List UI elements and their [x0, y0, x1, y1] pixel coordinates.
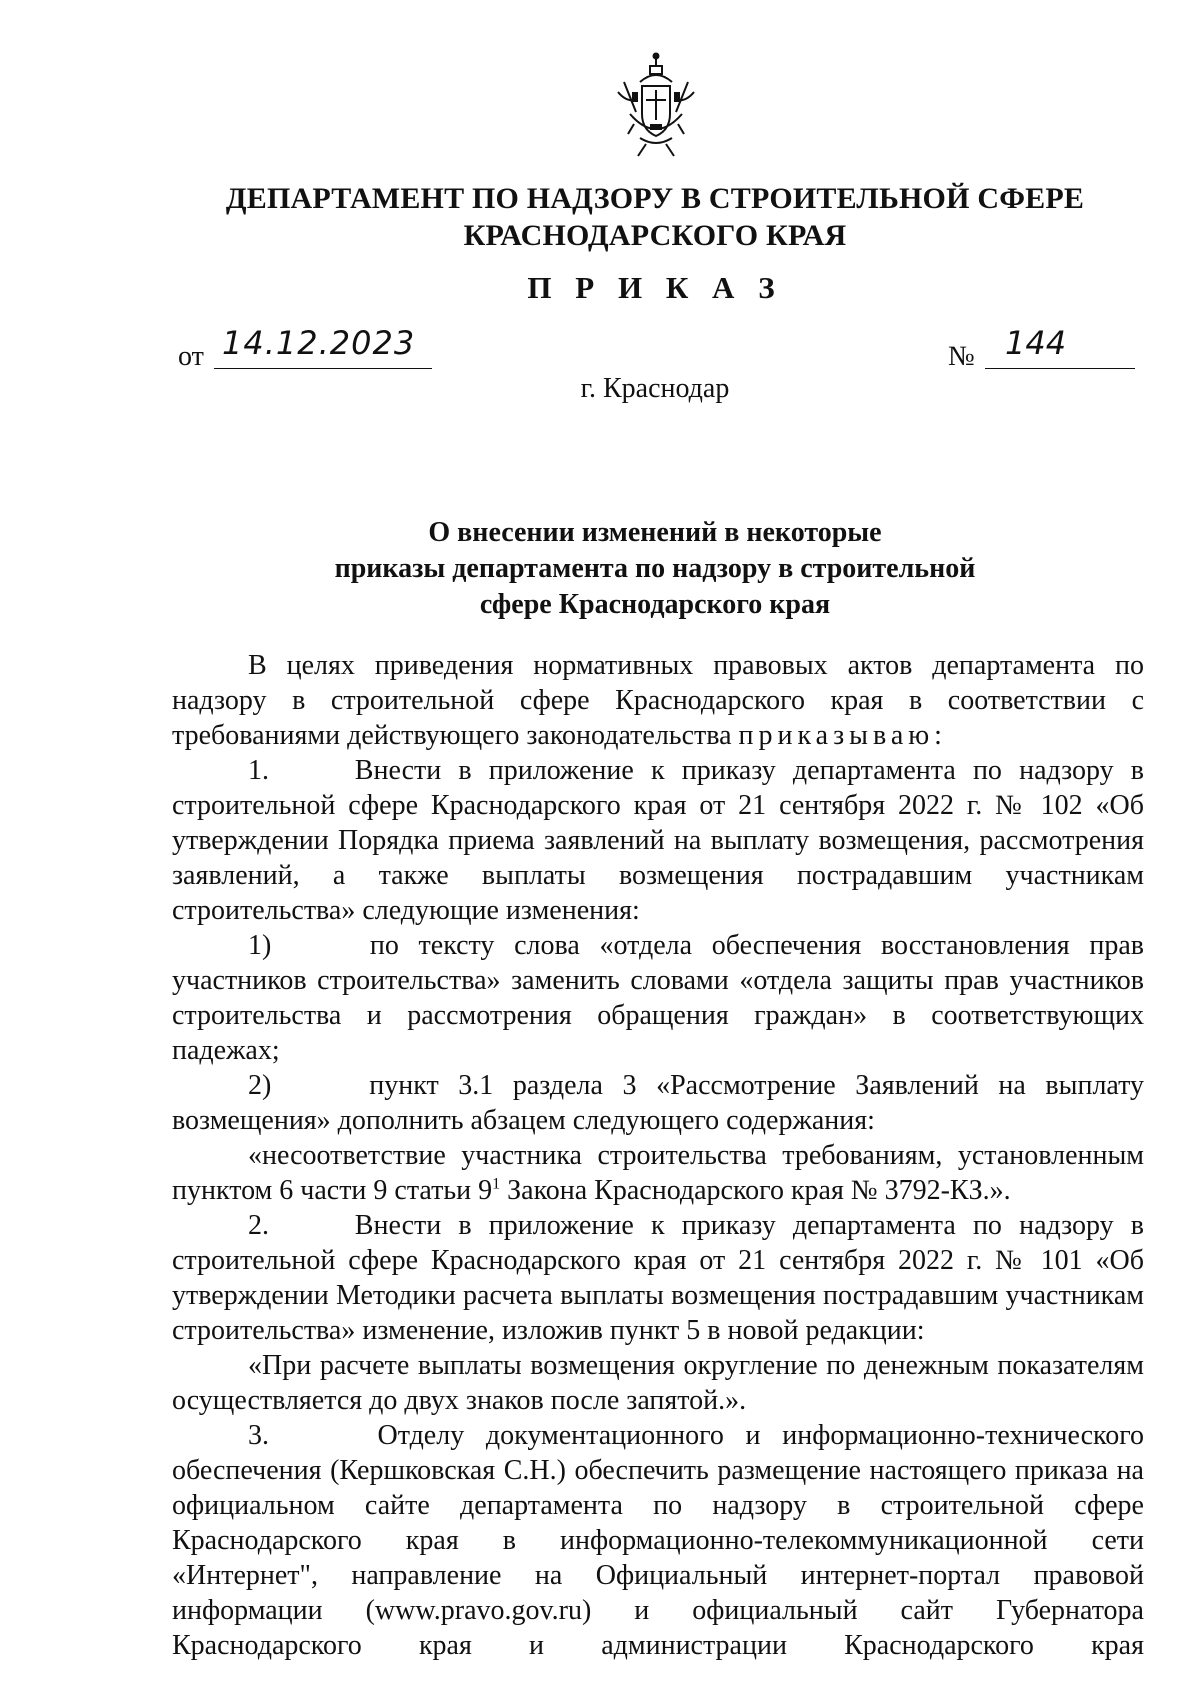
- number-label: №: [948, 341, 975, 372]
- subject-line: приказы департамента по надзору в строительной: [334, 553, 976, 584]
- department-name-line1: ДЕПАРТАМЕНТ ПО НАДЗОРУ В СТРОИТЕЛЬНОЙ СФЕРЕ: [225, 182, 1085, 215]
- body-line: 1) по тексту слова «отдела обеспечения восстановления прав: [248, 930, 1144, 961]
- subject-line: О внесении изменений в некоторые: [428, 517, 882, 548]
- body-line: [172, 1173, 1144, 1208]
- body-line: 1. Внести в приложение к приказу департамента по надзору в: [248, 755, 1144, 786]
- body-line: обеспечения (Кершковская С.Н.) обеспечить размещение настоящего приказа на: [172, 1455, 1144, 1486]
- body-line: Краснодарского края и администрации Краснодарского края: [172, 1630, 1144, 1661]
- body-line: официальном сайте департамента по надзору в строительной сфере: [172, 1490, 1144, 1521]
- department-name-line2: КРАСНОДАРСКОГО КРАЯ: [463, 219, 847, 252]
- order-subject: [240, 515, 1070, 623]
- body-line: 2) пункт 3.1 раздела 3 «Рассмотрение Заявлений на выплату: [248, 1070, 1144, 1101]
- order-body: [172, 648, 1144, 1663]
- body-line: 2. Внести в приложение к приказу департамента по надзору в: [248, 1210, 1144, 1241]
- body-line: строительства» следующие изменения:: [172, 895, 640, 926]
- order-title: П Р И К А З: [527, 270, 783, 305]
- body-text-fragment: Закона Краснодарского края № 3792-КЗ.».: [500, 1175, 1011, 1206]
- body-line: осуществляется до двух знаков после запятой.».: [172, 1385, 747, 1416]
- body-line: Краснодарского края в информационно-телекоммуникационной сети: [172, 1525, 1144, 1556]
- body-line: заявлений, а также выплаты возмещения пострадавшим участникам: [172, 860, 1144, 891]
- superscript: 1: [492, 1175, 501, 1193]
- number-underline: [985, 324, 1135, 369]
- subject-line: сфере Краснодарского края: [479, 589, 831, 620]
- body-line: строительства и рассмотрения обращения граждан» в соответствующих: [172, 1000, 1144, 1031]
- date-underline: [214, 324, 432, 369]
- body-line: участников строительства» заменить словами «отдела защиты прав участников: [172, 965, 1144, 996]
- body-line: утверждении Методики расчета выплаты возмещения пострадавшим участникам: [172, 1280, 1144, 1311]
- body-line: возмещения» дополнить абзацем следующего содержания:: [172, 1105, 875, 1136]
- body-line: «Интернет", направление на Официальный интернет-портал правовой: [172, 1560, 1144, 1591]
- city: г. Краснодар: [580, 373, 730, 404]
- body-text-fragment: пунктом 6 части 9 статьи 9: [172, 1175, 493, 1206]
- body-line: «При расчете выплаты возмещения округление по денежным показателям: [248, 1350, 1144, 1381]
- body-line: В целях приведения нормативных правовых актов департамента по: [248, 650, 1144, 681]
- body-line: строительной сфере Краснодарского края от 21 сентября 2022 г. № 102 «Об: [172, 790, 1144, 821]
- body-text-fragment: требованиями действующего законодательства: [172, 720, 739, 751]
- body-line: «несоответствие участника строительства требованиям, установленным: [248, 1140, 1144, 1171]
- decree-word: приказываю:: [738, 720, 947, 751]
- order-date: 14.12.2023: [222, 324, 416, 362]
- body-line: строительной сфере Краснодарского края от 21 сентября 2022 г. № 101 «Об: [172, 1245, 1144, 1276]
- body-line: утверждении Порядка приема заявлений на выплату возмещения, рассмотрения: [172, 825, 1144, 856]
- body-line: надзору в строительной сфере Краснодарского края в соответствии с: [172, 685, 1144, 716]
- body-line: строительства» изменение, изложив пункт 5 в новой редакции:: [172, 1315, 925, 1346]
- body-line: 3. Отделу документационного и информационно-технического: [248, 1420, 1144, 1451]
- body-line: падежах;: [172, 1035, 280, 1066]
- coat-of-arms-emblem: [610, 52, 702, 162]
- order-number: 144: [1005, 324, 1067, 362]
- body-line: информации (www.pravo.gov.ru) и официальный сайт Губернатора: [172, 1595, 1144, 1626]
- body-line: [172, 718, 1144, 753]
- date-label: от: [178, 341, 204, 372]
